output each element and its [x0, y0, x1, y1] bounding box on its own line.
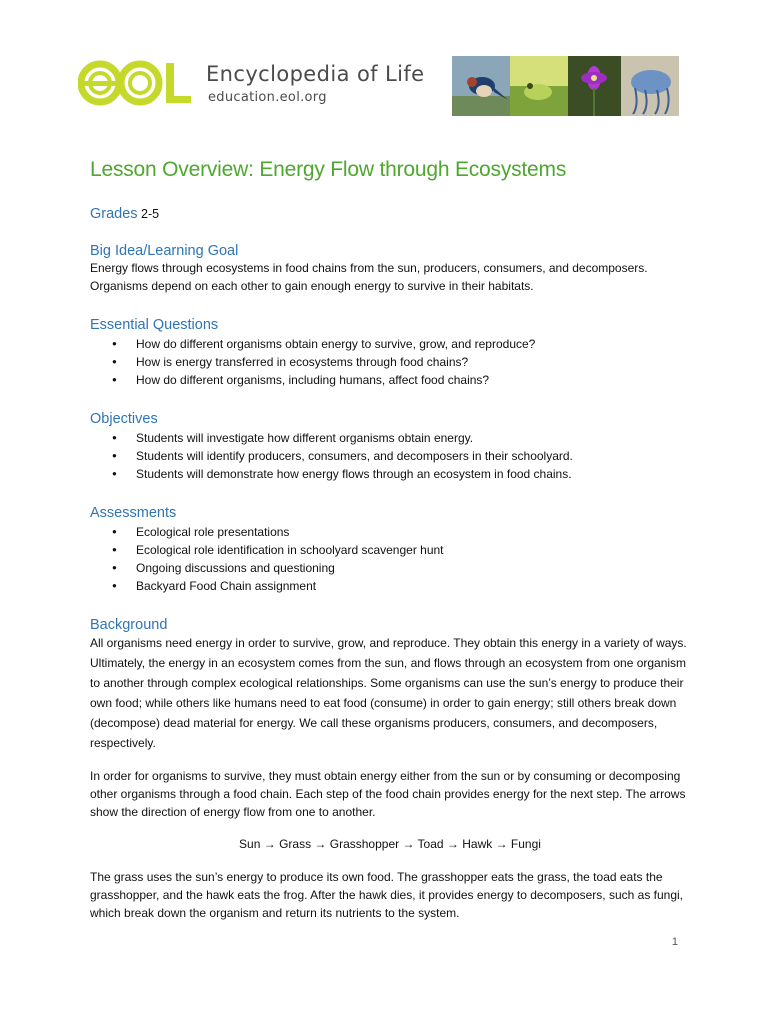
page-title: Lesson Overview: Energy Flow through Ecosystems	[90, 158, 567, 181]
essential-questions-section	[90, 317, 690, 389]
background-heading: Background	[90, 617, 168, 633]
big-idea-text: Energy flows through ecosystems in food chains from the sun, producers, consumers, and decomposers. Organisms depend on each other to gain enough energy to survive in their habitats.	[90, 261, 648, 293]
brand-name: Encyclopedia of Life	[206, 62, 425, 86]
header	[78, 52, 680, 118]
background-paragraph-2: In order for organisms to survive, they must obtain energy either from the sun or by consuming or decomposing other organisms through a food chain. Each step of the food chain provides energy for the next step. The arrows show the direction of energy flow from one to another.	[90, 769, 686, 819]
list-item: ● Students will demonstrate how energy flows through an ecosystem in food chains.	[112, 465, 690, 483]
list-item: ● Ongoing discussions and questioning	[112, 559, 690, 577]
jellyfish-photo	[621, 56, 679, 116]
big-idea-heading: Big Idea/Learning Goal	[90, 243, 239, 259]
food-chain-example: Sun → Grass → Grasshopper → Toad → Hawk → Fungi	[239, 837, 541, 851]
list-item: ● Students will identify producers, consumers, and decomposers in their schoolyard.	[112, 447, 690, 465]
assessments-heading: Assessments	[90, 505, 177, 521]
brand-url: education.eol.org	[208, 90, 327, 105]
header-photo-strip	[452, 56, 679, 116]
assessments-list	[90, 523, 690, 595]
list-item: ● How is energy transferred in ecosystems through food chains?	[112, 353, 690, 371]
list-item: ● Ecological role identification in schoolyard scavenger hunt	[112, 541, 690, 559]
list-item: ● Ecological role presentations	[112, 523, 690, 541]
essential-questions-list	[90, 335, 690, 389]
page-number: 1	[671, 936, 678, 948]
objectives-list	[90, 429, 690, 483]
objectives-heading: Objectives	[90, 411, 158, 427]
grades	[90, 206, 690, 222]
list-item: ● Backyard Food Chain assignment	[112, 577, 690, 595]
essential-questions-heading: Essential Questions	[90, 317, 219, 333]
grades-value: 2-5	[137, 207, 160, 221]
background-paragraph-1: All organisms need energy in order to survive, grow, and reproduce. They obtain this energy in a variety of ways. Ultimately, the energy in an ecosystem comes from the sun, and flows through an ecosystem from one organism to another through complex ecological relationships. Some organisms can use the sun’s energy to produce their own food; while others like humans need to eat food (consume) in order to gain energy; still others break down (decompose) dead material for energy. We call these organisms producers, consumers, and decomposers, respectively.	[90, 636, 687, 750]
eol-logo	[78, 57, 193, 109]
flower-photo	[568, 56, 621, 116]
background-section	[90, 617, 690, 922]
list-item: ● How do different organisms, including humans, affect food chains?	[112, 371, 690, 389]
background-paragraph-3: The grass uses the sun’s energy to produce its own food. The grasshopper eats the grass, the toad eats the grasshopper, and the hawk eats the frog. After the hawk dies, it provides energy to decomposers, such as fungi, which break down the organism and return its nutrients to the system.	[90, 870, 684, 920]
bird-photo	[452, 56, 510, 116]
frog-photo	[510, 56, 568, 116]
list-item: ● How do different organisms obtain energy to survive, grow, and reproduce?	[112, 335, 690, 353]
objectives-section	[90, 411, 690, 483]
grades-label: Grades	[90, 206, 138, 222]
list-item: ● Students will investigate how different organisms obtain energy.	[112, 429, 690, 447]
lesson-content	[90, 158, 690, 922]
assessments-section	[90, 505, 690, 595]
big-idea-section	[90, 243, 690, 295]
